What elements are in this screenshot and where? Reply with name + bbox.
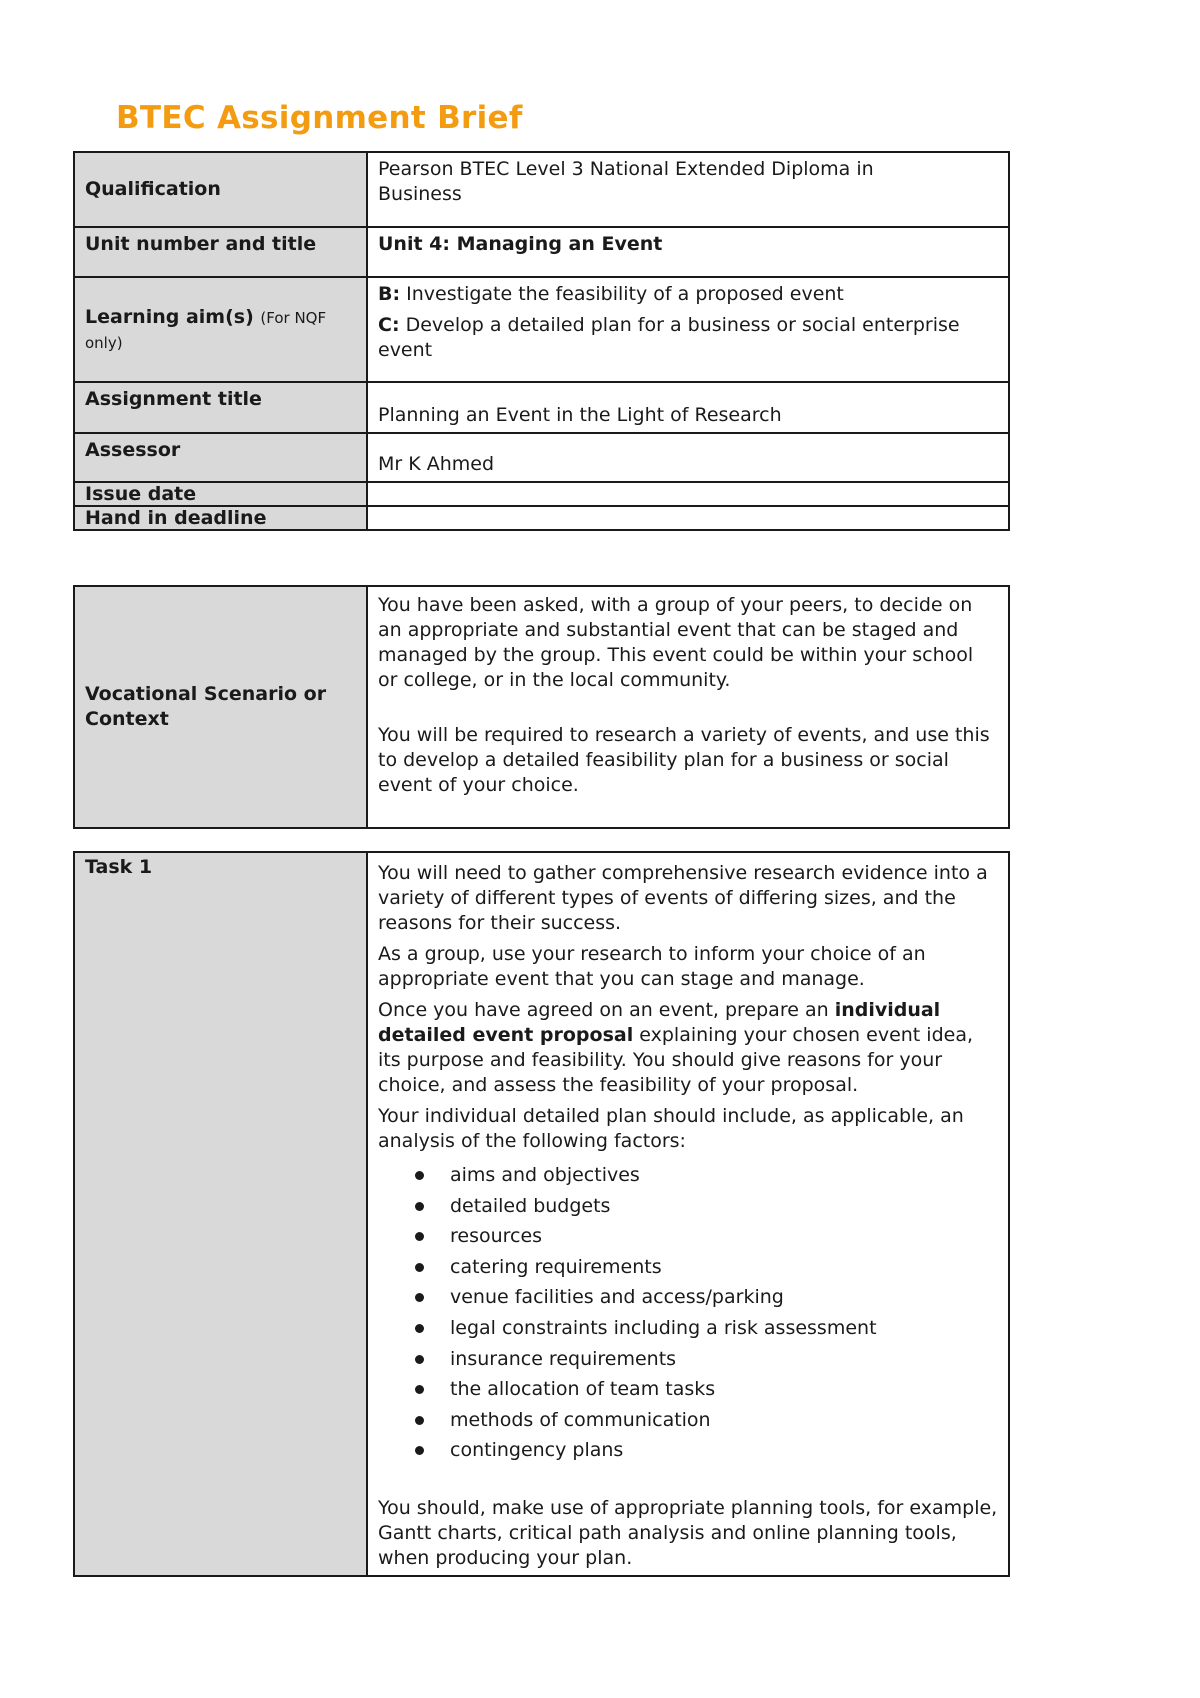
task1-paragraph-3-bold: individual detailed event proposal: [378, 999, 941, 1046]
list-item: [450, 1160, 998, 1191]
unit-value: Unit 4: Managing an Event: [367, 227, 1009, 277]
factor-text: the allocation of team tasks: [450, 1378, 716, 1401]
task1-paragraph-2: As a group, use your research to inform your choice of an appropriate event that you can stage and manage.: [378, 943, 926, 990]
factor-text: contingency plans: [450, 1439, 624, 1462]
factor-text: methods of communication: [450, 1408, 711, 1431]
aim-b-text: Investigate the feasibility of a proposed event: [406, 283, 844, 305]
learning-aim-label-cell: [74, 277, 367, 382]
aim-c-text: Develop a detailed plan for a business or social enterprise event: [378, 314, 960, 361]
qualification-label: Qualification: [74, 152, 367, 227]
task1-paragraph-1: You will need to gather comprehensive research evidence into a variety of different types of events of differing sizes, and the reasons for their success.: [378, 862, 988, 934]
bullet-icon: [415, 1263, 424, 1272]
deadline-label: Hand in deadline: [74, 506, 367, 530]
assignment-title-label: Assignment title: [74, 382, 367, 433]
list-item: [450, 1344, 998, 1375]
assignment-info-table: [73, 151, 1010, 531]
task1-label: Task 1: [74, 852, 367, 1576]
learning-aim-value: [367, 277, 1009, 382]
issue-date-row: [74, 482, 1009, 506]
task1-paragraph-4: Your individual detailed plan should include, as applicable, an analysis of the following factors:: [378, 1105, 964, 1152]
scenario-paragraph-1: You have been asked, with a group of your peers, to decide on an appropriate and substantial event that can be staged and managed by the group. This event could be within your school or college, or in the local community.: [378, 594, 974, 691]
page-title: BTEC Assignment Brief: [116, 100, 523, 136]
qualification-value-line2: Business: [378, 183, 462, 205]
qualification-value-line1: Pearson BTEC Level 3 National Extended Diploma in: [378, 158, 874, 180]
bullet-icon: [415, 1232, 424, 1241]
aim-c-prefix: C:: [378, 314, 400, 336]
task1-row: [74, 852, 1009, 1576]
factor-text: detailed budgets: [450, 1194, 611, 1217]
assessor-value: Mr K Ahmed: [367, 433, 1009, 482]
bullet-icon: [415, 1446, 424, 1455]
bullet-icon: [415, 1355, 424, 1364]
scenario-table: [73, 585, 1010, 829]
issue-date-label: Issue date: [74, 482, 367, 506]
qualification-value: [367, 152, 1009, 227]
factor-text: resources: [450, 1225, 543, 1248]
aim-c: [378, 313, 998, 363]
bullet-icon: [415, 1293, 424, 1302]
task1-paragraph-3-end: explaining your chosen event idea, its purpose and feasibility. You should give reasons for your choice, and assess the feasibility of your proposal.: [378, 1024, 974, 1096]
learning-aim-note: (For NQF only): [85, 308, 327, 352]
unit-row: [74, 227, 1009, 277]
bullet-icon: [415, 1416, 424, 1425]
list-item: [450, 1221, 998, 1252]
list-item: [450, 1313, 998, 1344]
list-item: [450, 1282, 998, 1313]
qualification-row: [74, 152, 1009, 227]
assessor-label: Assessor: [74, 433, 367, 482]
list-item: [450, 1405, 998, 1436]
assignment-title-value: Planning an Event in the Light of Research: [367, 382, 1009, 433]
issue-date-value: [367, 482, 1009, 506]
list-item: [450, 1374, 998, 1405]
factor-text: aims and objectives: [450, 1164, 640, 1186]
bullet-icon: [415, 1385, 424, 1394]
task1-paragraph-3-start: Once you have agreed on an event, prepare an: [378, 999, 835, 1021]
unit-label: Unit number and title: [74, 227, 367, 277]
bullet-icon: [415, 1202, 424, 1211]
list-item: [450, 1252, 998, 1283]
factor-text: legal constraints including a risk assessment: [450, 1316, 877, 1339]
assessor-row: [74, 433, 1009, 482]
bullet-icon: [415, 1324, 424, 1333]
aim-b: [378, 282, 998, 307]
task1-paragraph-5: You should, make use of appropriate planning tools, for example, Gantt charts, critical path analysis and online planning tools, when producing your plan.: [378, 1496, 998, 1569]
scenario-label: Vocational Scenario or Context: [74, 586, 367, 828]
learning-aim-row: [74, 277, 1009, 382]
learning-aim-label: Learning aim(s): [85, 305, 254, 328]
factors-list: [378, 1160, 998, 1466]
task-table: [73, 851, 1010, 1577]
bullet-icon: [415, 1171, 424, 1180]
list-item: [450, 1435, 998, 1466]
list-item: [450, 1191, 998, 1222]
task1-paragraph-3: [378, 998, 998, 1098]
factor-text: catering requirements: [450, 1255, 662, 1278]
scenario-row: [74, 586, 1009, 828]
scenario-text: [367, 586, 1009, 828]
deadline-row: [74, 506, 1009, 530]
scenario-paragraph-2: You will be required to research a variety of events, and use this to develop a detailed feasibility plan for a business or social event of your choice.: [378, 724, 990, 796]
assignment-title-row: [74, 382, 1009, 433]
factor-text: insurance requirements: [450, 1347, 677, 1370]
task1-text: [367, 852, 1009, 1576]
deadline-value: [367, 506, 1009, 530]
factor-text: venue facilities and access/parking: [450, 1286, 784, 1309]
aim-b-prefix: B:: [378, 283, 401, 305]
